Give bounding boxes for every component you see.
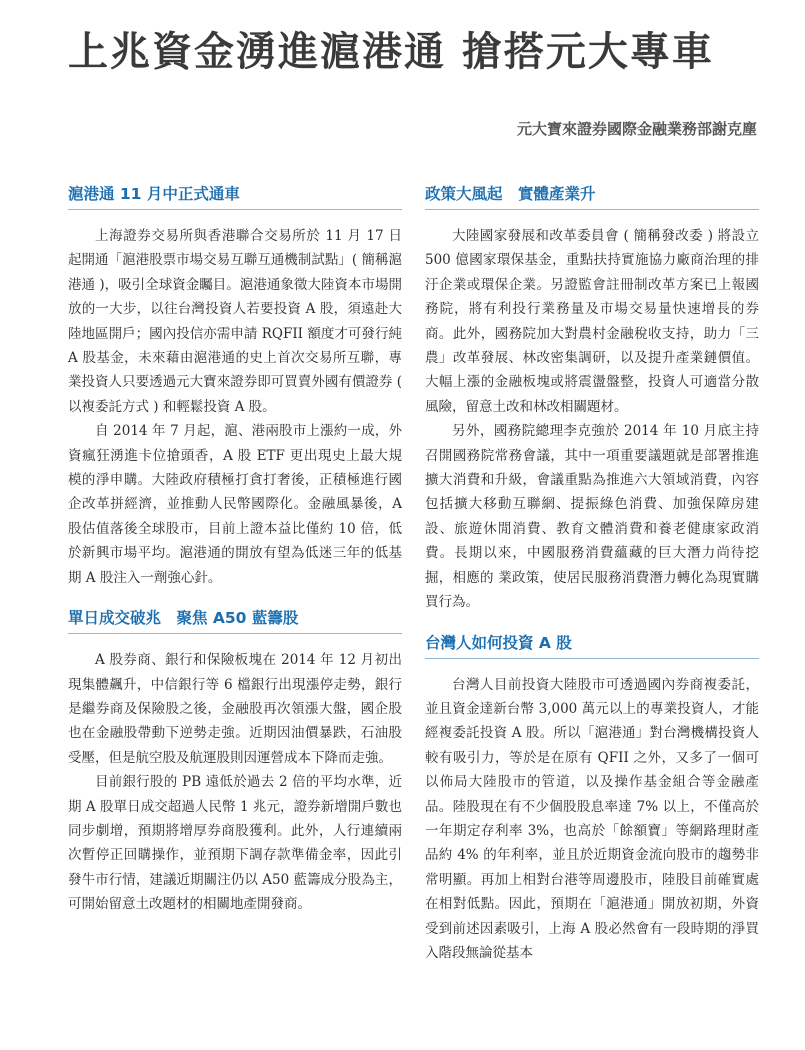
- paragraph: 目前銀行股的 PB 遠低於過去 2 倍的平均水準，近期 A 股單日成交超過人民幣 1 兆元，證券新增開戶數也同步劇增，預期將增厚券商股獲利。此外，人行連續兩次暫停正回購操作，並預期下調存款準備金率，因此引發牛市行情，建議近期關注仍以 A50 藍籌成分股為主，可開始留意土改題材的相關地產開發商。: [68, 774, 402, 913]
- right-column: [425, 182, 759, 981]
- section-heading: 政策大風起 實體產業升: [425, 182, 759, 210]
- paragraph: 自 2014 年 7 月起，滬、港兩股市上漲約一成，外資瘋狂湧進卡位搶頭香，A 股 ETF 更出現史上最大規模的淨申購。大陸政府積極打貪打奢後，正積極進行國企改革拼經濟，並推動人民幣國際化。金融風暴後，A 股估值落後全球股市，目前上證本益比僅約 10 倍，低於新興市場平均。滬港通的開放有望為低迷三年的低基期 A 股注入一劑強心針。: [68, 423, 402, 586]
- paragraph: 上海證券交易所與香港聯合交易所於 11 月 17 日起開通「滬港股票市場交易互聯互通機制試點」( 簡稱滬港通 )，吸引全球資金矚目。滬港通象徵大陸資本市場開放的一大步，以往台灣投資人若要投資 A 股，須遠赴大陸地區開戶；國內投信亦需申請 RQFII 額度才可發行純 A 股基金，未來藉由滬港通的史上首次交易所互聯，專業投資人只要透過元大寶來證券即可買賣外國有價證券 ( 以複委託方式 ) 和輕鬆投資 A 股。: [68, 228, 402, 415]
- paragraph: A 股券商、銀行和保險板塊在 2014 年 12 月初出現集體飆升，中信銀行等 6 檔銀行出現漲停走勢，銀行是繼券商及保險股之後，金融股再次領漲大盤，國企股也在金融股帶動下逆勢走強。近期因油價暴跌，石油股受壓，但是航空股及航運股則因運營成本下降而走強。: [68, 652, 402, 766]
- section-a50-bluechips: [68, 606, 402, 916]
- article-author: 元大寶來證券國際金融業務部謝克塵: [516, 120, 757, 138]
- section-body: [68, 224, 402, 590]
- paragraph: 大陸國家發展和改革委員會 ( 簡稱發改委 ) 將設立 500 億國家環保基金，重點扶持實施協力廠商治理的排汙企業或環保企業。另證監會註冊制改革方案已上報國務院，將有利投行業務量及市場交易量快速增長的券商。此外，國務院加大對農村金融稅收支持，助力「三農」改革發展、林改密集調研，以及提升產業鏈價值。大幅上漲的金融板塊或將震盪盤整，投資人可適當分散風險，留意土改和林改相關題材。: [425, 228, 759, 415]
- section-shanghai-hk-connect: [68, 182, 402, 590]
- article-title: 上兆資金湧進滬港通 搶搭元大專車: [68, 29, 714, 75]
- section-policy: [425, 182, 759, 615]
- section-body: [68, 648, 402, 916]
- section-heading: 單日成交破兆 聚焦 A50 藍籌股: [68, 606, 402, 634]
- paragraph: 台灣人目前投資大陸股市可透過國內券商複委託，並且資金達新台幣 3,000 萬元以上的專業投資人，才能經複委託投資 A 股。所以「滬港通」對台灣機構投資人較有吸引力，等於是在原有 QFII 之外，又多了一個可以佈局大陸股市的管道，以及操作基金組合等金融產品。陸股現在有不少個股股息率達 7% 以上，不僅高於一年期定存利率 3%，也高於「餘額寶」等網路理財產品約 4% 的年利率，並且於近期資金流向股市的趨勢非常明顯。再加上相對台港等周邊股市，陸股目前確實處在相對低點。因此，預期在「滬港通」開放初期，外資受到前述因素吸引，上海 A 股必然會有一段時期的淨買入階段無論從基本: [425, 676, 759, 961]
- section-heading: 台灣人如何投資 A 股: [425, 631, 759, 659]
- paragraph: 另外，國務院總理李克強於 2014 年 10 月底主持召開國務院常務會議，其中一項重要議題就是部署推進擴大消費和升級，會議重點為推進六大領域消費，內容包括擴大移動互聯網、提振綠色消費、加強保障房建設、旅遊休閒消費、教育文體消費和養老健康家政消費。長期以來，中國服務消費蘊藏的巨大潛力尚待挖掘，相應的 業政策，使居民服務消費潛力轉化為現實購買行為。: [425, 423, 759, 611]
- section-how-to-invest: [425, 631, 759, 966]
- left-column: [68, 182, 402, 933]
- section-heading: 滬港通 11 月中正式通車: [68, 182, 402, 210]
- section-body: [425, 673, 759, 966]
- section-body: [425, 224, 759, 615]
